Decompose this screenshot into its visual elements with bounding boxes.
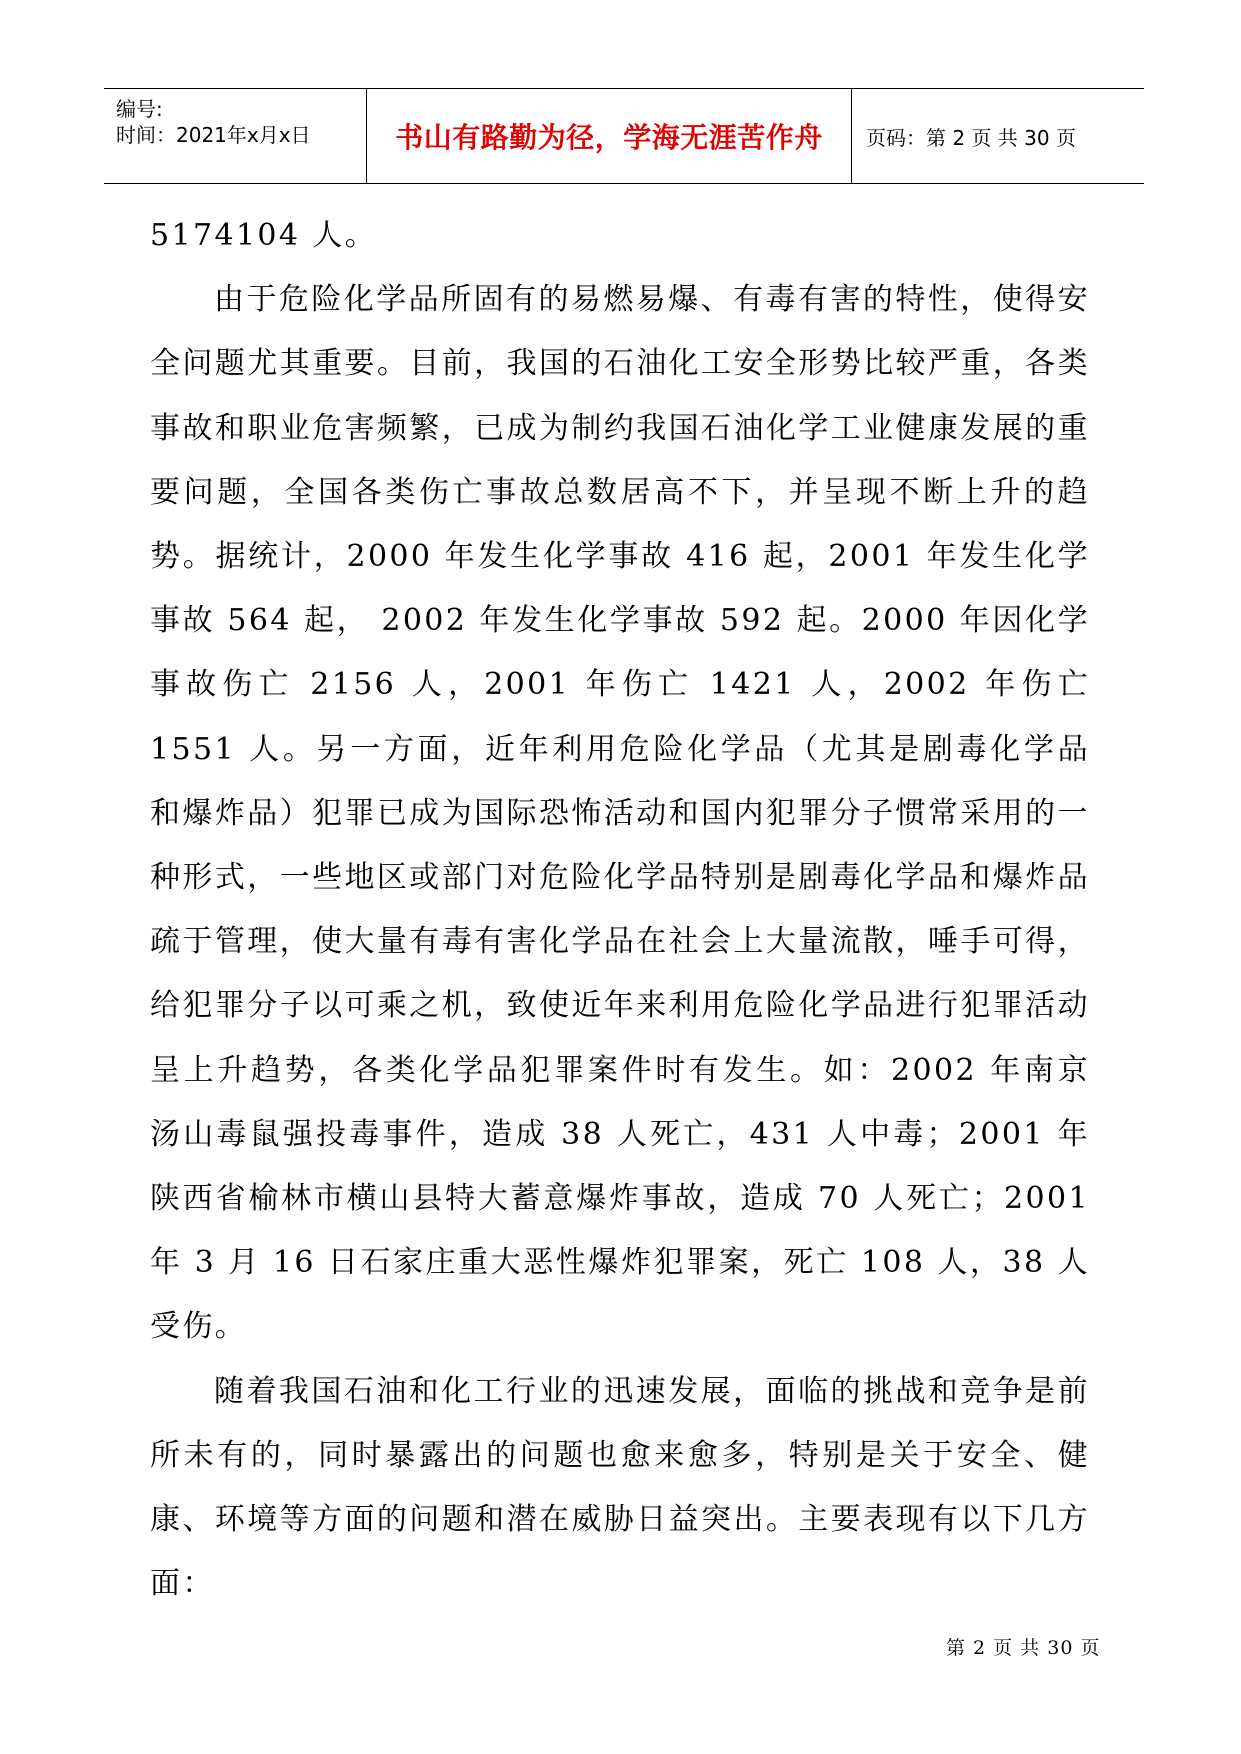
- page-footer: 第 2 页 共 30 页: [946, 1637, 1101, 1659]
- header-number-label: 编号:: [116, 97, 163, 121]
- paragraph: 随着我国石油和化工行业的迅速发展，面临的挑战和竞争是前所未有的，同时暴露出的问题也愈来愈多，特别是关于安全、健康、环境等方面的问题和潜在威胁日益突出。主要表现有以下几方面：: [150, 1373, 1090, 1602]
- page-header: [104, 88, 1144, 184]
- header-motto: 书山有路勤为径，学海无涯苦作舟: [367, 89, 852, 183]
- document-body: [150, 204, 1090, 1616]
- header-time-label: 时间：2021年x月x日: [116, 123, 311, 147]
- header-meta: [104, 89, 367, 183]
- header-page-code: 页码：第 2 页 共 30 页: [866, 125, 1076, 150]
- paragraph: 5174104 人。: [150, 218, 378, 253]
- paragraph: 由于危险化学品所固有的易燃易爆、有毒有害的特性，使得安全问题尤其重要。目前，我国的石油化工安全形势比较严重，各类事故和职业危害频繁，已成为制约我国石油化学工业健康发展的重要问题，全国各类伤亡事故总数居高不下，并呈现不断上升的趋势。据统计，2000 年发生化学事故 416 起，2001 年发生化学事故 564 起， 2002 年发生化学事故 592 起。2000 年因化学事故伤亡 2156 人，2001 年伤亡 1421 人，2002 年伤亡 1551 人。另一方面，近年利用危险化学品（尤其是剧毒化学品和爆炸品）犯罪已成为国际恐怖活动和国内犯罪分子惯常采用的一种形式，一些地区或部门对危险化学品特别是剧毒化学品和爆炸品疏于管理，使大量有毒有害化学品在社会上大量流散，唾手可得，给犯罪分子以可乘之机，致使近年来利用危险化学品进行犯罪活动呈上升趋势，各类化学品犯罪案件时有发生。如：2002 年南京汤山毒鼠强投毒事件，造成 38 人死亡，431 人中毒；2001 年陕西省榆林市横山县特大蓄意爆炸事故，造成 70 人死亡；2001 年 3 月 16 日石家庄重大恶性爆炸犯罪案，死亡 108 人，38 人受伤。: [150, 282, 1090, 1345]
